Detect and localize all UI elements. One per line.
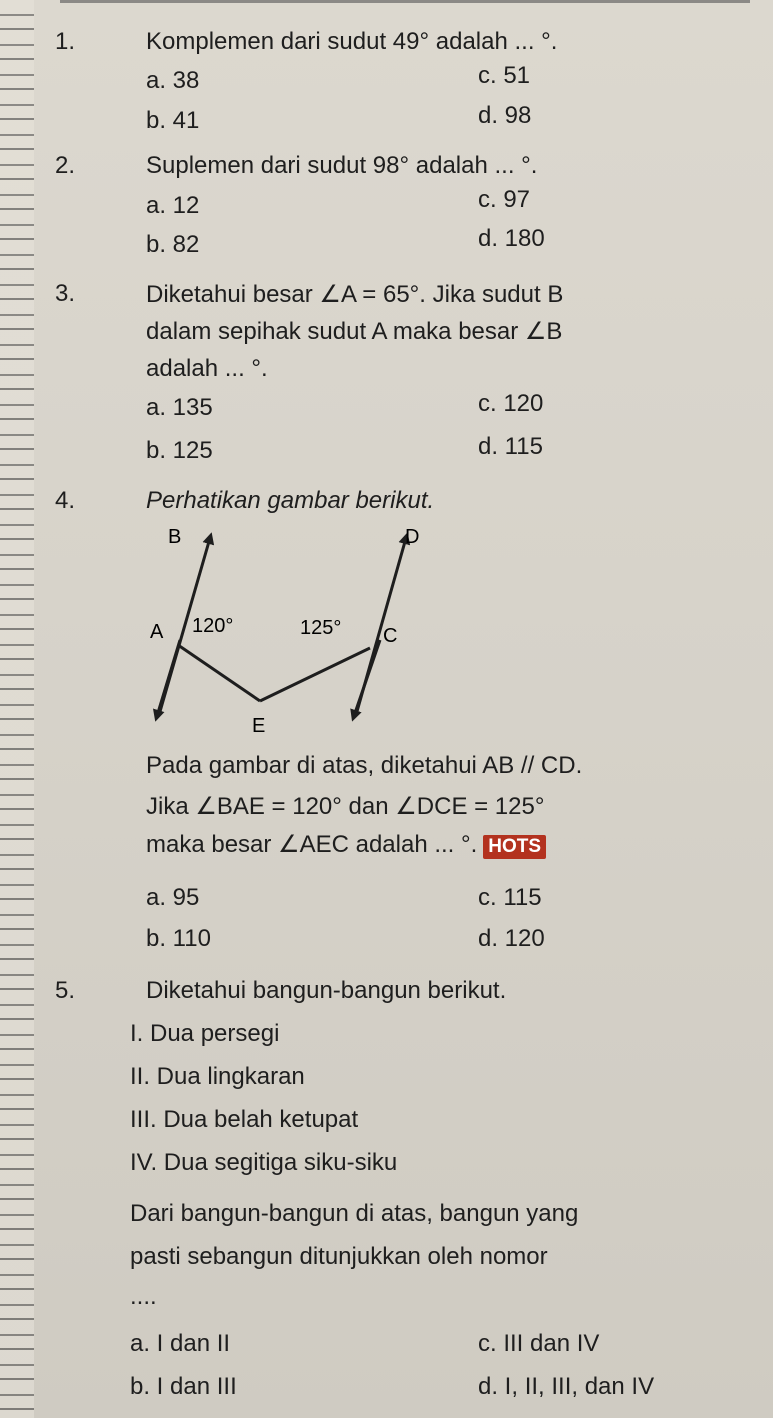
q5-line3: .... (130, 1283, 157, 1310)
line-cd-lower (354, 640, 380, 716)
q4-option-b[interactable]: b. 110 (146, 925, 211, 952)
q5-title: Diketahui bangun-bangun berikut. (146, 977, 507, 1004)
q2-number: 2. (55, 152, 76, 179)
q5-line2: pasti sebangun ditunjukkan oleh nomor (130, 1243, 548, 1270)
label-angle-a: 120° (192, 615, 234, 637)
q1-text: Komplemen dari sudut 49° adalah ... °. (146, 28, 558, 55)
q4-option-d[interactable]: d. 120 (478, 925, 545, 952)
q1-option-a[interactable]: a. 38 (146, 67, 200, 94)
label-b: B (168, 526, 182, 548)
parallel-lines-figure (130, 510, 450, 740)
q1-option-d[interactable]: d. 98 (478, 102, 532, 129)
q5-option-b[interactable]: b. I dan III (130, 1373, 237, 1400)
line-ab-lower (157, 640, 180, 716)
segment-ec (260, 648, 370, 701)
binding-edge (0, 0, 34, 1418)
label-angle-c: 125° (300, 617, 342, 639)
q4-number: 4. (55, 487, 76, 514)
label-e: E (252, 715, 266, 737)
q2-option-a[interactable]: a. 12 (146, 192, 200, 219)
q2-option-d[interactable]: d. 180 (478, 225, 545, 252)
q5-item-4: IV. Dua segitiga siku-siku (130, 1149, 398, 1176)
q4-line3-text: maka besar ∠AEC adalah ... °. (146, 831, 478, 858)
q5-option-c[interactable]: c. III dan IV (478, 1330, 600, 1357)
q5-number: 5. (55, 977, 76, 1004)
q4-line1: Pada gambar di atas, diketahui AB // CD. (146, 752, 583, 779)
q5-item-3: III. Dua belah ketupat (130, 1106, 359, 1133)
q3-number: 3. (55, 280, 76, 307)
q5-item-1: I. Dua persegi (130, 1020, 280, 1047)
label-d: D (405, 526, 420, 548)
q1-number: 1. (55, 28, 76, 55)
q2-option-b[interactable]: b. 82 (146, 231, 200, 258)
q5-item-2: II. Dua lingkaran (130, 1063, 305, 1090)
hots-badge: HOTS (483, 835, 546, 859)
q5-option-a[interactable]: a. I dan II (130, 1330, 231, 1357)
q4-line3 (146, 830, 546, 859)
label-c: C (383, 625, 398, 647)
q5-line1: Dari bangun-bangun di atas, bangun yang (130, 1200, 579, 1227)
top-border (60, 0, 750, 3)
q3-option-d[interactable]: d. 115 (478, 433, 543, 460)
q5-option-d[interactable]: d. I, II, III, dan IV (478, 1373, 655, 1400)
q2-option-c[interactable]: c. 97 (478, 186, 531, 213)
q3-option-c[interactable]: c. 120 (478, 390, 544, 417)
q3-line3: adalah ... °. (146, 355, 268, 382)
q2-text: Suplemen dari sudut 98° adalah ... °. (146, 152, 538, 179)
q3-line1: Diketahui besar ∠A = 65°. Jika sudut B (146, 281, 564, 308)
q3-option-b[interactable]: b. 125 (146, 437, 213, 464)
q3-option-a[interactable]: a. 135 (146, 394, 213, 421)
q3-line2: dalam sepihak sudut A maka besar ∠B (146, 318, 563, 345)
q4-option-c[interactable]: c. 115 (478, 884, 542, 911)
q4-line2: Jika ∠BAE = 120° dan ∠DCE = 125° (146, 793, 545, 820)
q4-title: Perhatikan gambar berikut. (146, 487, 435, 514)
q4-option-a[interactable]: a. 95 (146, 884, 200, 911)
q1-option-b[interactable]: b. 41 (146, 107, 200, 134)
q1-option-c[interactable]: c. 51 (478, 62, 531, 89)
label-a: A (150, 621, 164, 643)
segment-ae (178, 645, 260, 701)
